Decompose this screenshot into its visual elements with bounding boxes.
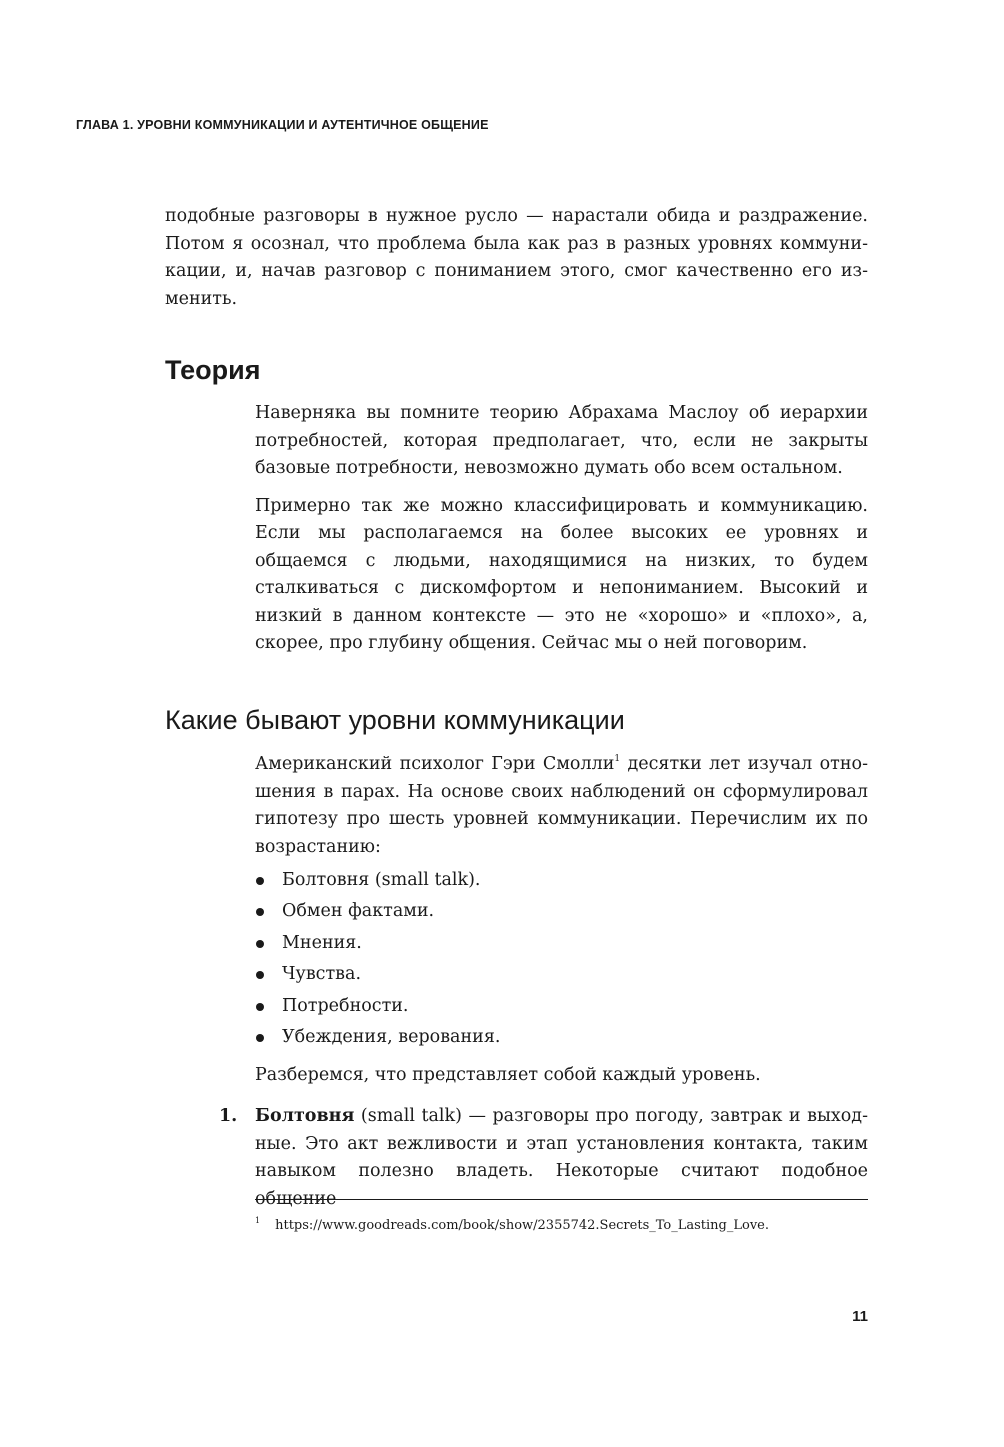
theory-paragraph-2: Примерно так же можно классифицировать и коммуникацию. Если мы располагаемся на более высоких ее уровнях и общаемся с людьми, находящимися на низких, то будем сталкиваться с дискомфортом и непониманием. Высокий и низкий в данном контексте — это не «хорошо» и «плохо», а, скорее, про глубину общения. Сейчас мы о ней поговорим. (255, 495, 868, 653)
list-item: Мнения. (255, 928, 868, 959)
list-item: Убеждения, верования. (255, 1022, 868, 1053)
numbered-item-body: (small talk) — разговоры про погоду, завтрак и выходные. Это акт вежливости и этап установления контакта, таким навыком полезно владеть. Некоторые считают подобное общение (255, 1106, 868, 1209)
page-number: 11 (852, 1308, 868, 1325)
numbered-item-number: 1. (219, 1106, 238, 1126)
numbered-item-1 (219, 1103, 868, 1213)
list-item: Чувства. (255, 959, 868, 990)
running-head: ГЛАВА 1. УРОВНИ КОММУНИКАЦИИ И АУТЕНТИЧНОЕ ОБЩЕНИЕ (76, 118, 489, 132)
footnote-divider (255, 1199, 868, 1200)
theory-section (255, 400, 868, 658)
levels-intro-rest: десятки лет изучал отношения в парах. На основе своих наблюдений он сформулировал гипотезу про шесть уровней коммуникации. Перечислим их по возрастанию: (255, 754, 868, 857)
levels-after-list: Разберемся, что представляет собой каждый уровень. (255, 1065, 761, 1086)
section-heading-levels: Какие бывают уровни коммуникации (165, 705, 625, 735)
levels-intro-start: Американский психолог Гэри Смолли (255, 754, 615, 774)
footnote-mark: 1 (255, 1216, 261, 1225)
levels-intro-paragraph (255, 751, 868, 861)
footnote-link[interactable]: https://www.goodreads.com/book/show/2355742.Secrets_To_Lasting_Love. (275, 1218, 769, 1233)
intro-paragraph: подобные разговоры в нужное русло — нарастали обида и раздражение. Потом я осознал, что проблема была как раз в разных уровнях коммуникации, и, начав разговор с пониманием этого, смог качественно его изменить. (165, 206, 868, 309)
list-item: Болтовня (small talk). (255, 865, 868, 896)
numbered-item-term: Болтовня (255, 1106, 355, 1126)
levels-section (255, 751, 868, 1090)
levels-bullet-list (255, 865, 868, 1053)
footnote-reference[interactable]: 1 (614, 754, 621, 764)
footnote (255, 1210, 868, 1237)
section-heading-theory: Теория (165, 355, 261, 385)
theory-paragraph-1: Наверняка вы помните теорию Абрахама Маслоу об иерархии потребностей, которая предполагает, что, если не закрыты базовые потребности, невозможно думать обо всем остальном. (255, 403, 868, 478)
numbered-item-text (255, 1103, 868, 1213)
list-item: Потребности. (255, 991, 868, 1022)
list-item: Обмен фактами. (255, 896, 868, 927)
